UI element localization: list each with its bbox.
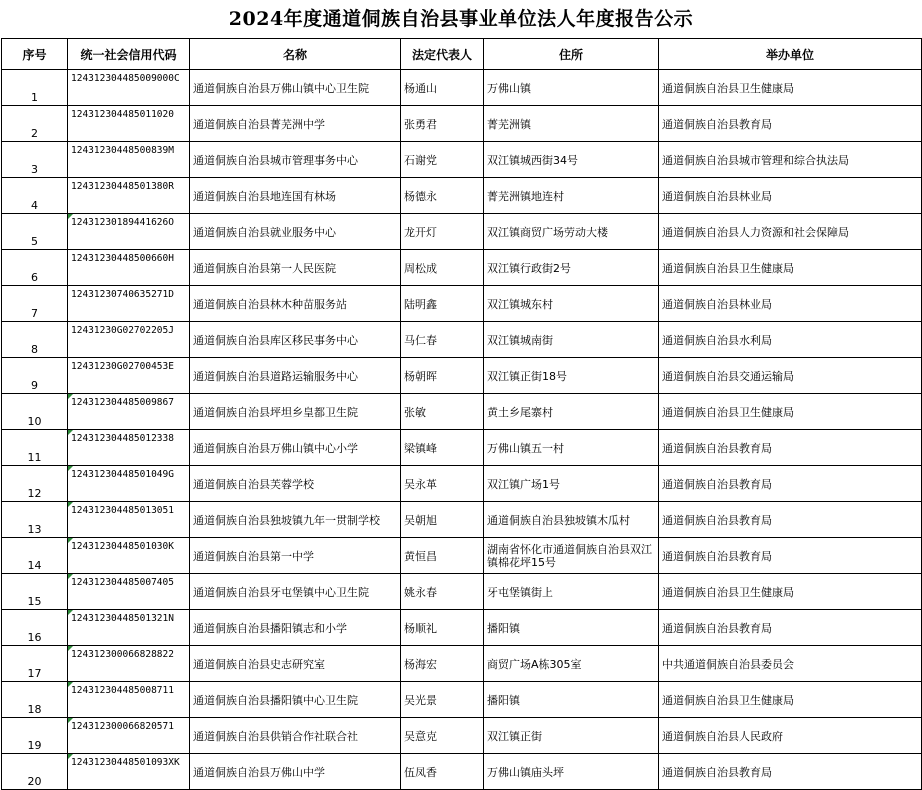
organizer-cell: 通道侗族自治县卫生健康局	[659, 250, 922, 286]
unit-name-cell: 通道侗族自治县史志研究室	[190, 646, 401, 682]
address-cell: 双江镇城东村	[484, 286, 659, 322]
row-index: 17	[2, 646, 68, 682]
legal-rep-cell: 杨通山	[401, 70, 484, 106]
table-row	[2, 358, 922, 394]
unit-name-cell: 通道侗族自治县独坡镇九年一贯制学校	[190, 502, 401, 538]
table-body	[2, 70, 922, 790]
address-cell: 牙屯堡镇街上	[484, 574, 659, 610]
legal-rep-cell: 吴朝旭	[401, 502, 484, 538]
organizer-cell: 通道侗族自治县卫生健康局	[659, 394, 922, 430]
unit-name-cell: 通道侗族自治县牙屯堡镇中心卫生院	[190, 574, 401, 610]
address-cell: 双江镇广场1号	[484, 466, 659, 502]
organizer-cell: 通道侗族自治县卫生健康局	[659, 682, 922, 718]
unit-name-cell: 通道侗族自治县第一中学	[190, 538, 401, 574]
report-table	[1, 38, 922, 790]
unit-name-cell: 通道侗族自治县菁芜洲中学	[190, 106, 401, 142]
legal-rep-cell: 吴光景	[401, 682, 484, 718]
organizer-cell: 通道侗族自治县教育局	[659, 754, 922, 790]
unit-name-cell: 通道侗族自治县万佛山中学	[190, 754, 401, 790]
legal-rep-cell: 石谢党	[401, 142, 484, 178]
table-row	[2, 538, 922, 574]
row-index: 18	[2, 682, 68, 718]
row-index: 20	[2, 754, 68, 790]
address-cell: 通道侗族自治县独坡镇木瓜村	[484, 502, 659, 538]
credit-code-cell: 12431230448501049G	[68, 466, 190, 502]
unit-name-cell: 通道侗族自治县万佛山镇中心小学	[190, 430, 401, 466]
legal-rep-cell: 周松成	[401, 250, 484, 286]
credit-code-cell: 12431230G02702205J	[68, 322, 190, 358]
page-title: 2024年度通道侗族自治县事业单位法人年度报告公示	[228, 8, 694, 30]
table-row	[2, 394, 922, 430]
credit-code-cell: 12431230448501380R	[68, 178, 190, 214]
row-index: 14	[2, 538, 68, 574]
address-cell: 万佛山镇庙头坪	[484, 754, 659, 790]
legal-rep-cell: 伍凤香	[401, 754, 484, 790]
header-index: 序号	[2, 39, 68, 70]
address-cell: 商贸广场A栋305室	[484, 646, 659, 682]
header-address: 住所	[484, 39, 659, 70]
legal-rep-cell: 吴永革	[401, 466, 484, 502]
row-index: 13	[2, 502, 68, 538]
credit-code-cell: 12431230189441626O	[68, 214, 190, 250]
credit-code-cell: 124312304485011020	[68, 106, 190, 142]
row-index: 19	[2, 718, 68, 754]
address-cell: 双江镇城南街	[484, 322, 659, 358]
credit-code-cell: 124312304485009000C	[68, 70, 190, 106]
credit-code-cell: 124312304485012338	[68, 430, 190, 466]
row-index: 5	[2, 214, 68, 250]
address-cell: 湖南省怀化市通道侗族自治县双江镇棉花坪15号	[484, 538, 659, 574]
legal-rep-cell: 龙开灯	[401, 214, 484, 250]
header-row	[2, 39, 922, 70]
table-row	[2, 70, 922, 106]
credit-code-cell: 124312304485009867	[68, 394, 190, 430]
header-name: 名称	[190, 39, 401, 70]
unit-name-cell: 通道侗族自治县供销合作社联合社	[190, 718, 401, 754]
address-cell: 万佛山镇	[484, 70, 659, 106]
row-index: 2	[2, 106, 68, 142]
organizer-cell: 通道侗族自治县林业局	[659, 178, 922, 214]
organizer-cell: 中共通道侗族自治县委员会	[659, 646, 922, 682]
unit-name-cell: 通道侗族自治县就业服务中心	[190, 214, 401, 250]
table-row	[2, 466, 922, 502]
credit-code-cell: 12431230448500660H	[68, 250, 190, 286]
unit-name-cell: 通道侗族自治县道路运输服务中心	[190, 358, 401, 394]
table-row	[2, 142, 922, 178]
row-index: 15	[2, 574, 68, 610]
legal-rep-cell: 杨顺礼	[401, 610, 484, 646]
address-cell: 双江镇城西街34号	[484, 142, 659, 178]
address-cell: 万佛山镇五一村	[484, 430, 659, 466]
legal-rep-cell: 张敏	[401, 394, 484, 430]
organizer-cell: 通道侗族自治县城市管理和综合执法局	[659, 142, 922, 178]
table-row	[2, 322, 922, 358]
unit-name-cell: 通道侗族自治县库区移民事务中心	[190, 322, 401, 358]
organizer-cell: 通道侗族自治县教育局	[659, 538, 922, 574]
legal-rep-cell: 姚永春	[401, 574, 484, 610]
address-cell: 双江镇正街	[484, 718, 659, 754]
row-index: 12	[2, 466, 68, 502]
table-row	[2, 178, 922, 214]
row-index: 1	[2, 70, 68, 106]
credit-code-cell: 12431230740635271D	[68, 286, 190, 322]
row-index: 9	[2, 358, 68, 394]
organizer-cell: 通道侗族自治县水利局	[659, 322, 922, 358]
unit-name-cell: 通道侗族自治县地连国有林场	[190, 178, 401, 214]
organizer-cell: 通道侗族自治县林业局	[659, 286, 922, 322]
header-organizer: 举办单位	[659, 39, 922, 70]
organizer-cell: 通道侗族自治县卫生健康局	[659, 574, 922, 610]
row-index: 8	[2, 322, 68, 358]
table-row	[2, 646, 922, 682]
table-row	[2, 286, 922, 322]
credit-code-cell: 12431230G02700453E	[68, 358, 190, 394]
table-row	[2, 430, 922, 466]
legal-rep-cell: 黄恒昌	[401, 538, 484, 574]
legal-rep-cell: 马仁春	[401, 322, 484, 358]
address-cell: 播阳镇	[484, 682, 659, 718]
unit-name-cell: 通道侗族自治县林木种苗服务站	[190, 286, 401, 322]
legal-rep-cell: 陆明鑫	[401, 286, 484, 322]
row-index: 3	[2, 142, 68, 178]
table-row	[2, 502, 922, 538]
header-legal-rep: 法定代表人	[401, 39, 484, 70]
address-cell: 播阳镇	[484, 610, 659, 646]
row-index: 11	[2, 430, 68, 466]
organizer-cell: 通道侗族自治县人民政府	[659, 718, 922, 754]
credit-code-cell: 12431230448501093XK	[68, 754, 190, 790]
table-row	[2, 682, 922, 718]
unit-name-cell: 通道侗族自治县第一人民医院	[190, 250, 401, 286]
organizer-cell: 通道侗族自治县教育局	[659, 502, 922, 538]
credit-code-cell: 12431230448501030K	[68, 538, 190, 574]
table-row	[2, 754, 922, 790]
organizer-cell: 通道侗族自治县人力资源和社会保障局	[659, 214, 922, 250]
table-row	[2, 610, 922, 646]
row-index: 7	[2, 286, 68, 322]
organizer-cell: 通道侗族自治县教育局	[659, 106, 922, 142]
row-index: 10	[2, 394, 68, 430]
organizer-cell: 通道侗族自治县卫生健康局	[659, 70, 922, 106]
address-cell: 双江镇行政街2号	[484, 250, 659, 286]
credit-code-cell: 124312300066828822	[68, 646, 190, 682]
header-credit-code: 统一社会信用代码	[68, 39, 190, 70]
address-cell: 双江镇正街18号	[484, 358, 659, 394]
row-index: 16	[2, 610, 68, 646]
legal-rep-cell: 杨朝晖	[401, 358, 484, 394]
unit-name-cell: 通道侗族自治县播阳镇中心卫生院	[190, 682, 401, 718]
legal-rep-cell: 杨海宏	[401, 646, 484, 682]
row-index: 4	[2, 178, 68, 214]
legal-rep-cell: 梁镇峰	[401, 430, 484, 466]
unit-name-cell: 通道侗族自治县万佛山镇中心卫生院	[190, 70, 401, 106]
unit-name-cell: 通道侗族自治县坪坦乡皇都卫生院	[190, 394, 401, 430]
table-row	[2, 574, 922, 610]
credit-code-cell: 124312304485007405	[68, 574, 190, 610]
legal-rep-cell: 杨德永	[401, 178, 484, 214]
unit-name-cell: 通道侗族自治县芙蓉学校	[190, 466, 401, 502]
address-cell: 菁芜洲镇	[484, 106, 659, 142]
legal-rep-cell: 吴意克	[401, 718, 484, 754]
row-index: 6	[2, 250, 68, 286]
address-cell: 菁芜洲镇地连村	[484, 178, 659, 214]
address-cell: 黄土乡尾寨村	[484, 394, 659, 430]
organizer-cell: 通道侗族自治县教育局	[659, 466, 922, 502]
credit-code-cell: 124312304485008711	[68, 682, 190, 718]
credit-code-cell: 12431230448501321N	[68, 610, 190, 646]
credit-code-cell: 124312304485013051	[68, 502, 190, 538]
table-row	[2, 106, 922, 142]
credit-code-cell: 124312300066820571	[68, 718, 190, 754]
organizer-cell: 通道侗族自治县教育局	[659, 430, 922, 466]
legal-rep-cell: 张勇君	[401, 106, 484, 142]
table-row	[2, 250, 922, 286]
table-row	[2, 214, 922, 250]
table-row	[2, 718, 922, 754]
unit-name-cell: 通道侗族自治县播阳镇志和小学	[190, 610, 401, 646]
unit-name-cell: 通道侗族自治县城市管理事务中心	[190, 142, 401, 178]
credit-code-cell: 12431230448500839M	[68, 142, 190, 178]
address-cell: 双江镇商贸广场劳动大楼	[484, 214, 659, 250]
organizer-cell: 通道侗族自治县教育局	[659, 610, 922, 646]
organizer-cell: 通道侗族自治县交通运输局	[659, 358, 922, 394]
